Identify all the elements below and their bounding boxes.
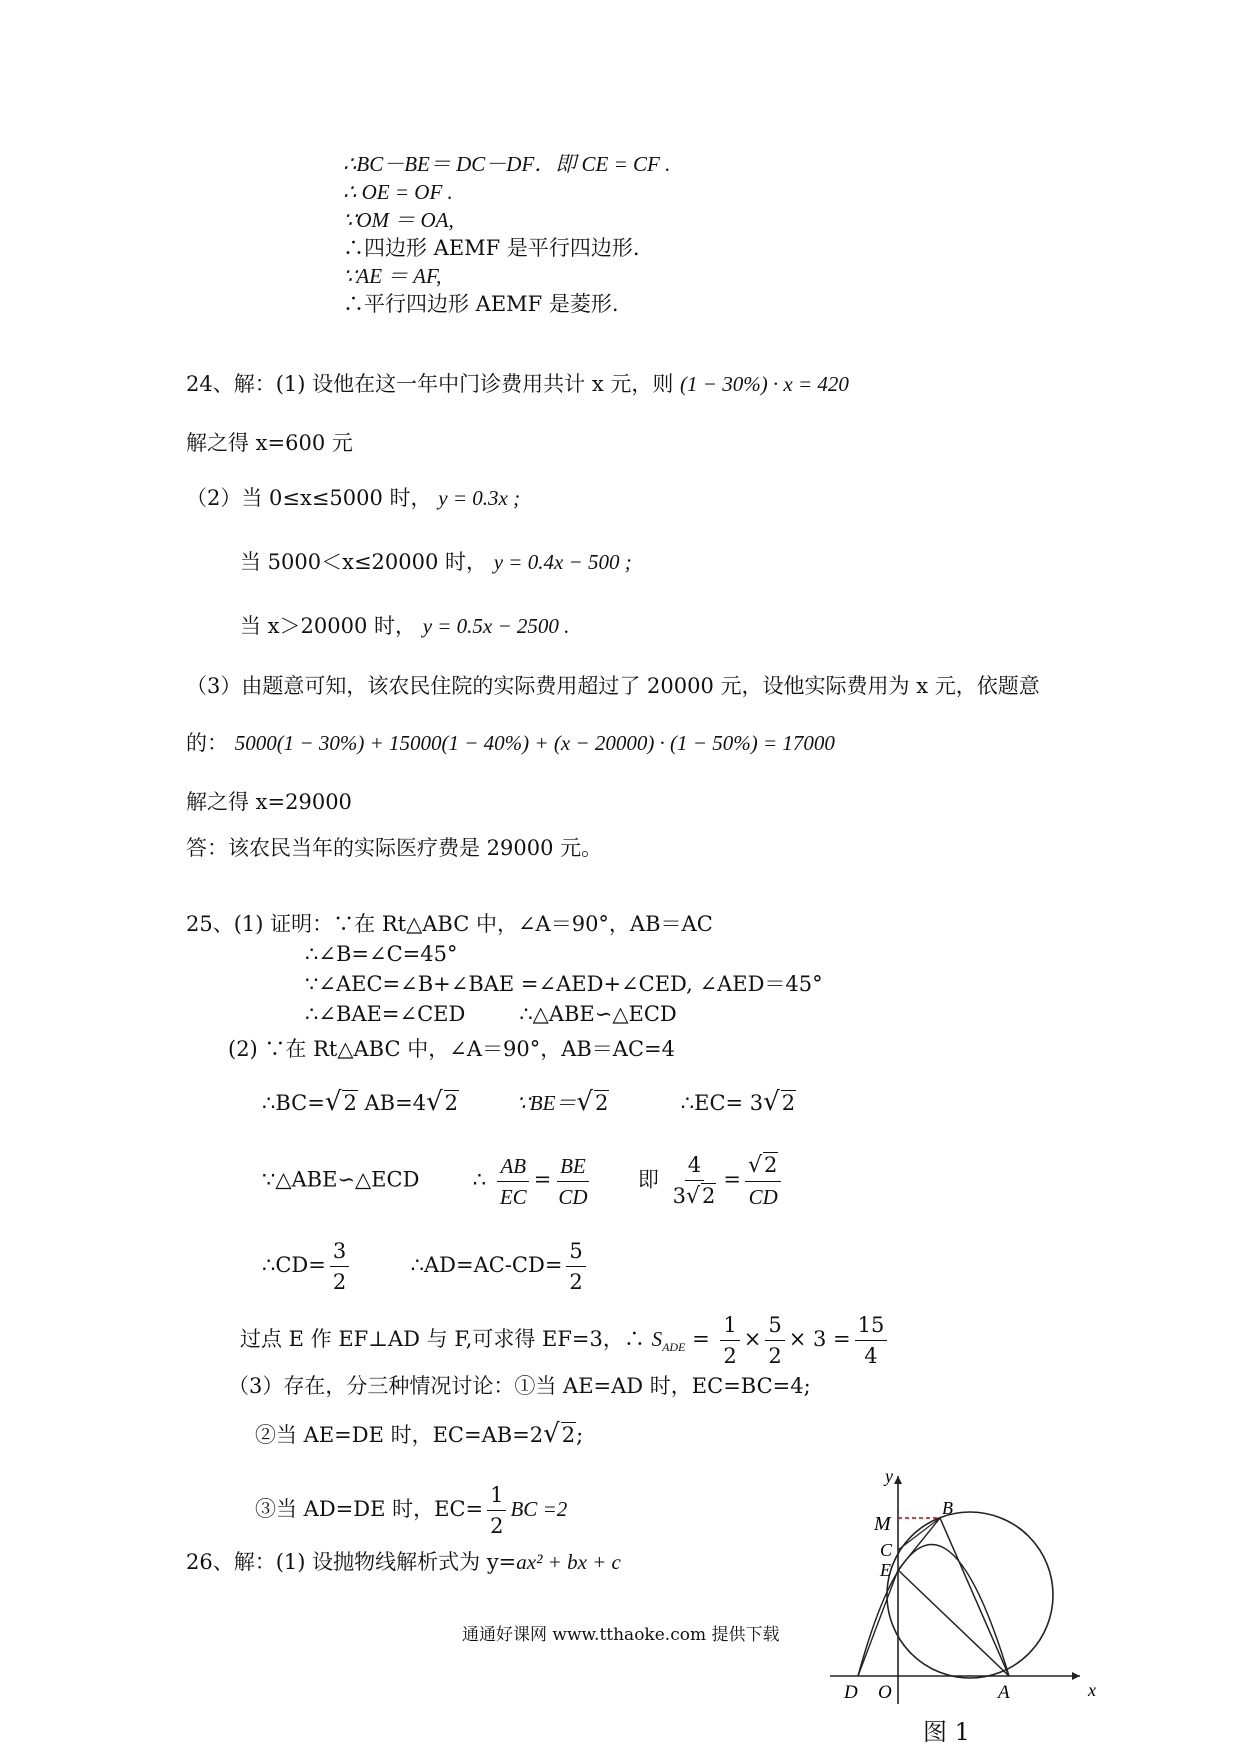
figure-caption: 图 1 [923,1718,970,1746]
q24-part3-eq: 的： 5000(1 − 30%) + 15000(1 − 40%) + (x − 20000) · (1 − 50%) = 17000 [186,731,835,755]
label-a: A [998,1682,1010,1703]
q25-part2: (2) ∵在 Rt△ABC 中，∠A＝90°，AB＝AC=4 [228,1037,675,1061]
q25-line-4: ∴∠BAE=∠CED ∴△ABE∽△ECD [305,1002,677,1026]
x-axis-arrow [1072,1672,1080,1680]
proof-line-3: ∵OM ＝ OA, [343,208,454,232]
label-d: D [844,1682,858,1703]
q25-part3-a: （3）存在，分三种情况讨论：①当 AE=AD 时，EC=BC=4; [228,1374,811,1398]
q24-part3: （3）由题意可知，该农民住院的实际费用超过了 20000 元，设他实际费用为 x 元，依题意 [186,674,1040,698]
q24-part2-c: 当 x＞20000 时， y = 0.5x − 2500 . [240,614,570,638]
q24-solution-1: 解之得 x=600 元 [186,431,353,455]
q25-line-2: ∴∠B=∠C=45° [305,942,458,966]
proof-line-5: ∵AE ＝ AF, [343,264,442,288]
q25-part3-c: ③当 AD=DE 时，EC= $\frac{1}{2}$ BC =2 [255,1480,567,1541]
q25-line-3: ∵∠AEC=∠B+∠BAE =∠AED+∠CED, ∠AED＝45° [305,972,823,996]
label-e: E [880,1560,891,1580]
page-footer: 通通好课网 www.tthaoke.com 提供下载 [462,1625,780,1645]
proof-line-4: ∴四边形 AEMF 是平行四边形. [343,236,640,260]
label-o: O [878,1682,892,1703]
q24-solution-2: 解之得 x=29000 [186,790,352,814]
label-c: C [880,1540,893,1560]
geometry-figure [830,1468,1100,1708]
q26-line-1: 26、解：(1) 设抛物线解析式为 y=ax² + bx + c [186,1550,621,1574]
proof-line-1: ∴BC－BE＝ DC－DF．即 CE = CF . [343,152,671,176]
label-x: x [1088,1680,1096,1700]
segment-ea [898,1570,1009,1676]
segment-ba [940,1518,1009,1676]
q24-part2-b: 当 5000＜x≤20000 时， y = 0.4x − 500 ; [240,550,632,574]
q24-line-1: 24、解：(1) 设他在这一年中门诊费用共计 x 元，则 (1 − 30%) · x = 420 [186,372,849,396]
proof-line-6: ∴平行四边形 AEMF 是菱形. [343,292,619,316]
q25-bc-line: ∴BC=√2 AB=4√2 ∵BE＝√2 ∴EC= 3√2 [262,1087,796,1117]
y-axis-arrow [894,1476,902,1484]
label-b: B [942,1498,953,1518]
q25-similar-line: ∵△ABE∽△ECD ∴ $\frac{AB}{EC}$ = $\frac{BE}{CD}$ 即 $\frac{4}{3√2}$ = $\frac{√2}{CD}$ [262,1150,785,1212]
circle [887,1512,1053,1678]
q25-line-1: 25、(1) 证明：∵在 Rt△ABC 中，∠A＝90°，AB＝AC [186,912,713,936]
q24-answer: 答：该农民当年的实际医疗费是 29000 元。 [186,836,603,860]
label-y: y [885,1468,893,1486]
label-m: M [874,1513,891,1535]
q25-cd-line: ∴CD= $\frac{3}{2}$ ∴AD=AC-CD= $\frac{5}{2}$ [262,1236,590,1297]
proof-line-2: ∴ OE = OF . [343,180,453,204]
q25-area-line: 过点 E 作 EF⊥AD 与 F,可求得 EF=3，∴ $S_{ADE}$ = $\frac{1}{2}$ × $\frac{5}{2}$ × 3 = $\frac{15}{4}$ [240,1310,891,1371]
q24-part2-a: （2）当 0≤x≤5000 时， y = 0.3x ; [186,486,521,510]
q25-part3-b: ②当 AE=DE 时，EC=AB=2√2; [255,1419,584,1449]
